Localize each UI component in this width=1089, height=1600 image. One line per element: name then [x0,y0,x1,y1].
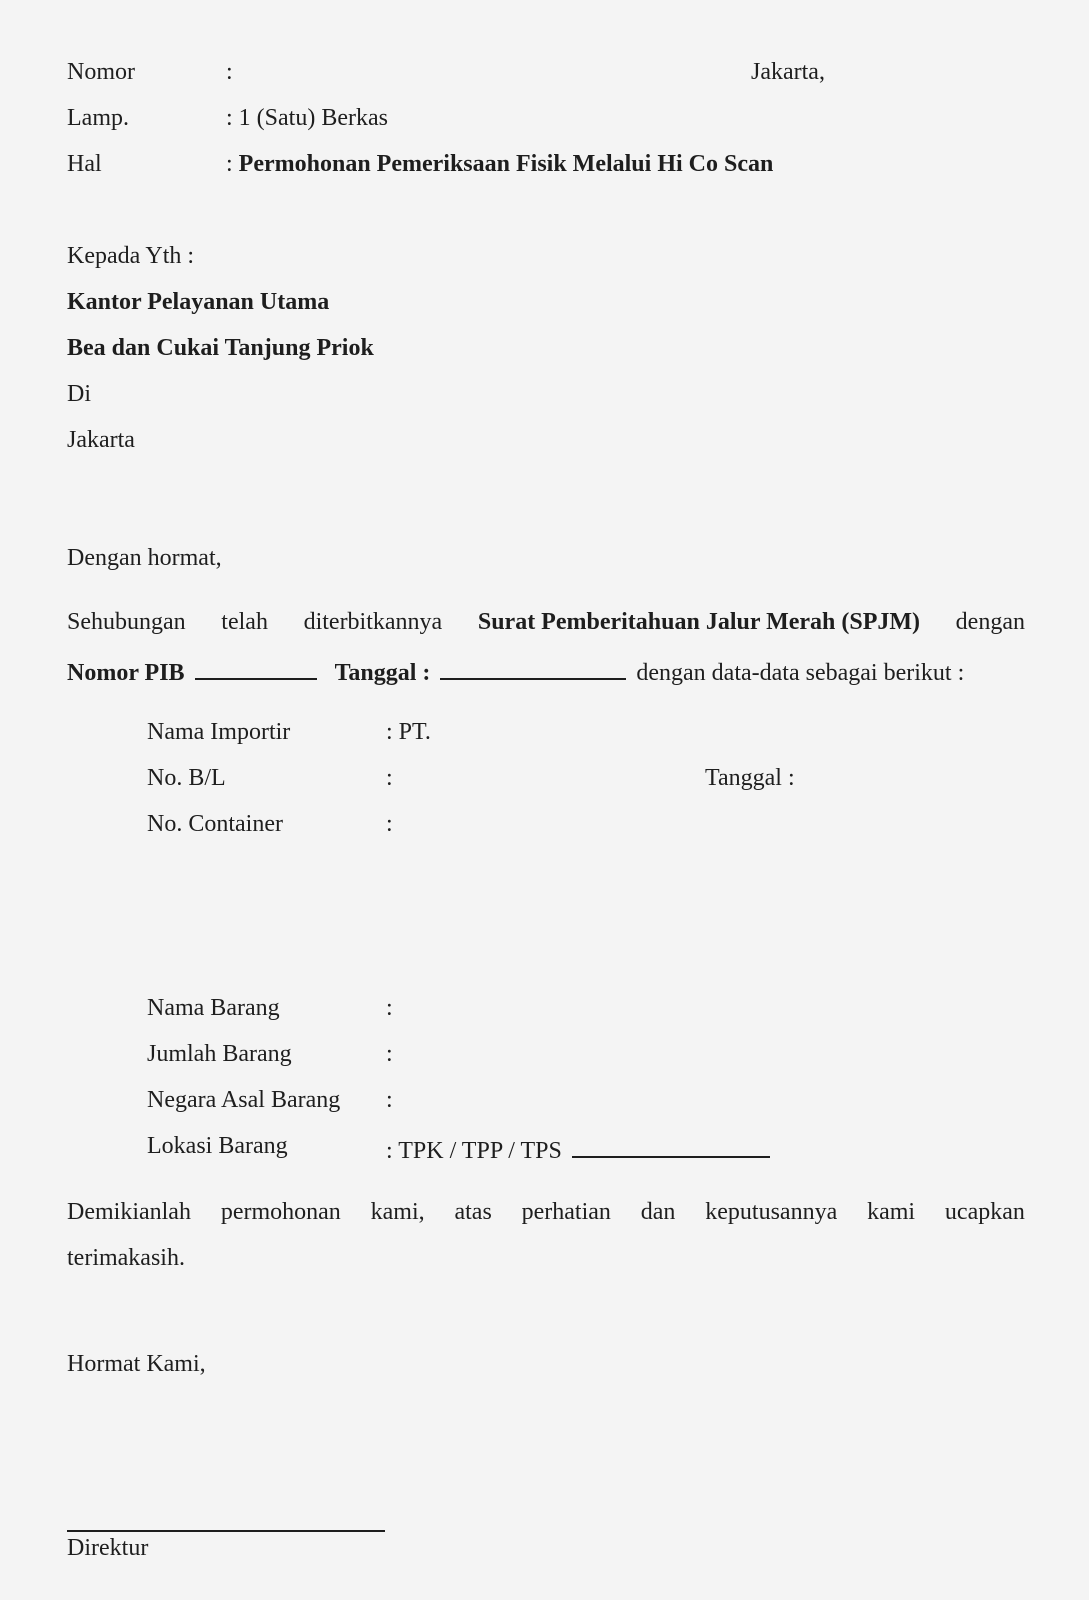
intro-word: Sehubungan [67,609,186,635]
hal-colon: : [226,151,233,177]
field-value: : [386,811,393,837]
tanggal-label: Tanggal : [334,660,431,686]
recipient-city: Jakarta [67,427,135,453]
signatory-title: Direktur [67,1535,149,1561]
nomor-label: Nomor [67,59,135,85]
intro-spjm: Surat Pemberitahuan Jalur Merah (SPJM) [477,609,921,635]
intro-line-2 [67,656,964,685]
closing-word: perhatian [521,1199,611,1225]
lamp-label: Lamp. [67,105,129,131]
hal-label: Hal [67,151,102,177]
intro-word: dengan [955,609,1025,635]
field-label: Negara Asal Barang [147,1087,341,1113]
nomor-pib-blank [195,656,317,680]
tanggal-blank [440,656,626,680]
field-label: No. Container [147,811,283,837]
closing-word: ucapkan [944,1199,1025,1225]
recipient-di: Di [67,381,91,407]
recipient-office: Kantor Pelayanan Utama [67,289,330,315]
hal-line [226,152,773,176]
nomor-pib-label: Nomor PIB [67,660,185,686]
field-label: Nama Importir [147,719,291,745]
closing-word: keputusannya [705,1199,838,1225]
lokasi-line [386,1134,770,1163]
field-value: : PT. [386,719,431,745]
field-value: : [386,765,393,791]
field-label: Lokasi Barang [147,1133,288,1159]
field-value: : [386,1087,393,1113]
lokasi-blank [572,1134,770,1158]
field-value: : TPK / TPP / TPS [386,1138,562,1164]
intro-word: telah [221,609,268,635]
closing-word: Demikianlah [67,1199,191,1225]
closing-line-1 [67,1200,1025,1224]
signature-line [67,1530,385,1532]
bl-tanggal-label: Tanggal : [705,765,795,791]
field-label: Nama Barang [147,995,280,1021]
recipient-greeting: Kepada Yth : [67,243,195,269]
lamp-value: : 1 (Satu) Berkas [226,105,388,131]
closing-word: permohonan [220,1199,341,1225]
field-value: : [386,995,393,1021]
closing-line-2: terimakasih. [67,1245,185,1271]
closing-word: kami, [370,1199,425,1225]
nomor-value: : [226,59,233,85]
intro-tail: dengan data-data sebagai berikut : [636,660,965,686]
sign-off: Hormat Kami, [67,1351,206,1377]
place-date: Jakarta, [751,59,825,85]
field-label: Jumlah Barang [147,1041,292,1067]
closing-word: dan [640,1199,676,1225]
field-label: No. B/L [147,765,226,791]
salutation: Dengan hormat, [67,545,222,571]
closing-word: kami [867,1199,916,1225]
intro-word: diterbitkannya [303,609,443,635]
intro-line-1 [67,610,1025,634]
hal-value: Permohonan Pemeriksaan Fisik Melalui Hi Co Scan [238,151,774,177]
field-value: : [386,1041,393,1067]
recipient-office-2: Bea dan Cukai Tanjung Priok [67,335,374,361]
closing-word: atas [454,1199,492,1225]
